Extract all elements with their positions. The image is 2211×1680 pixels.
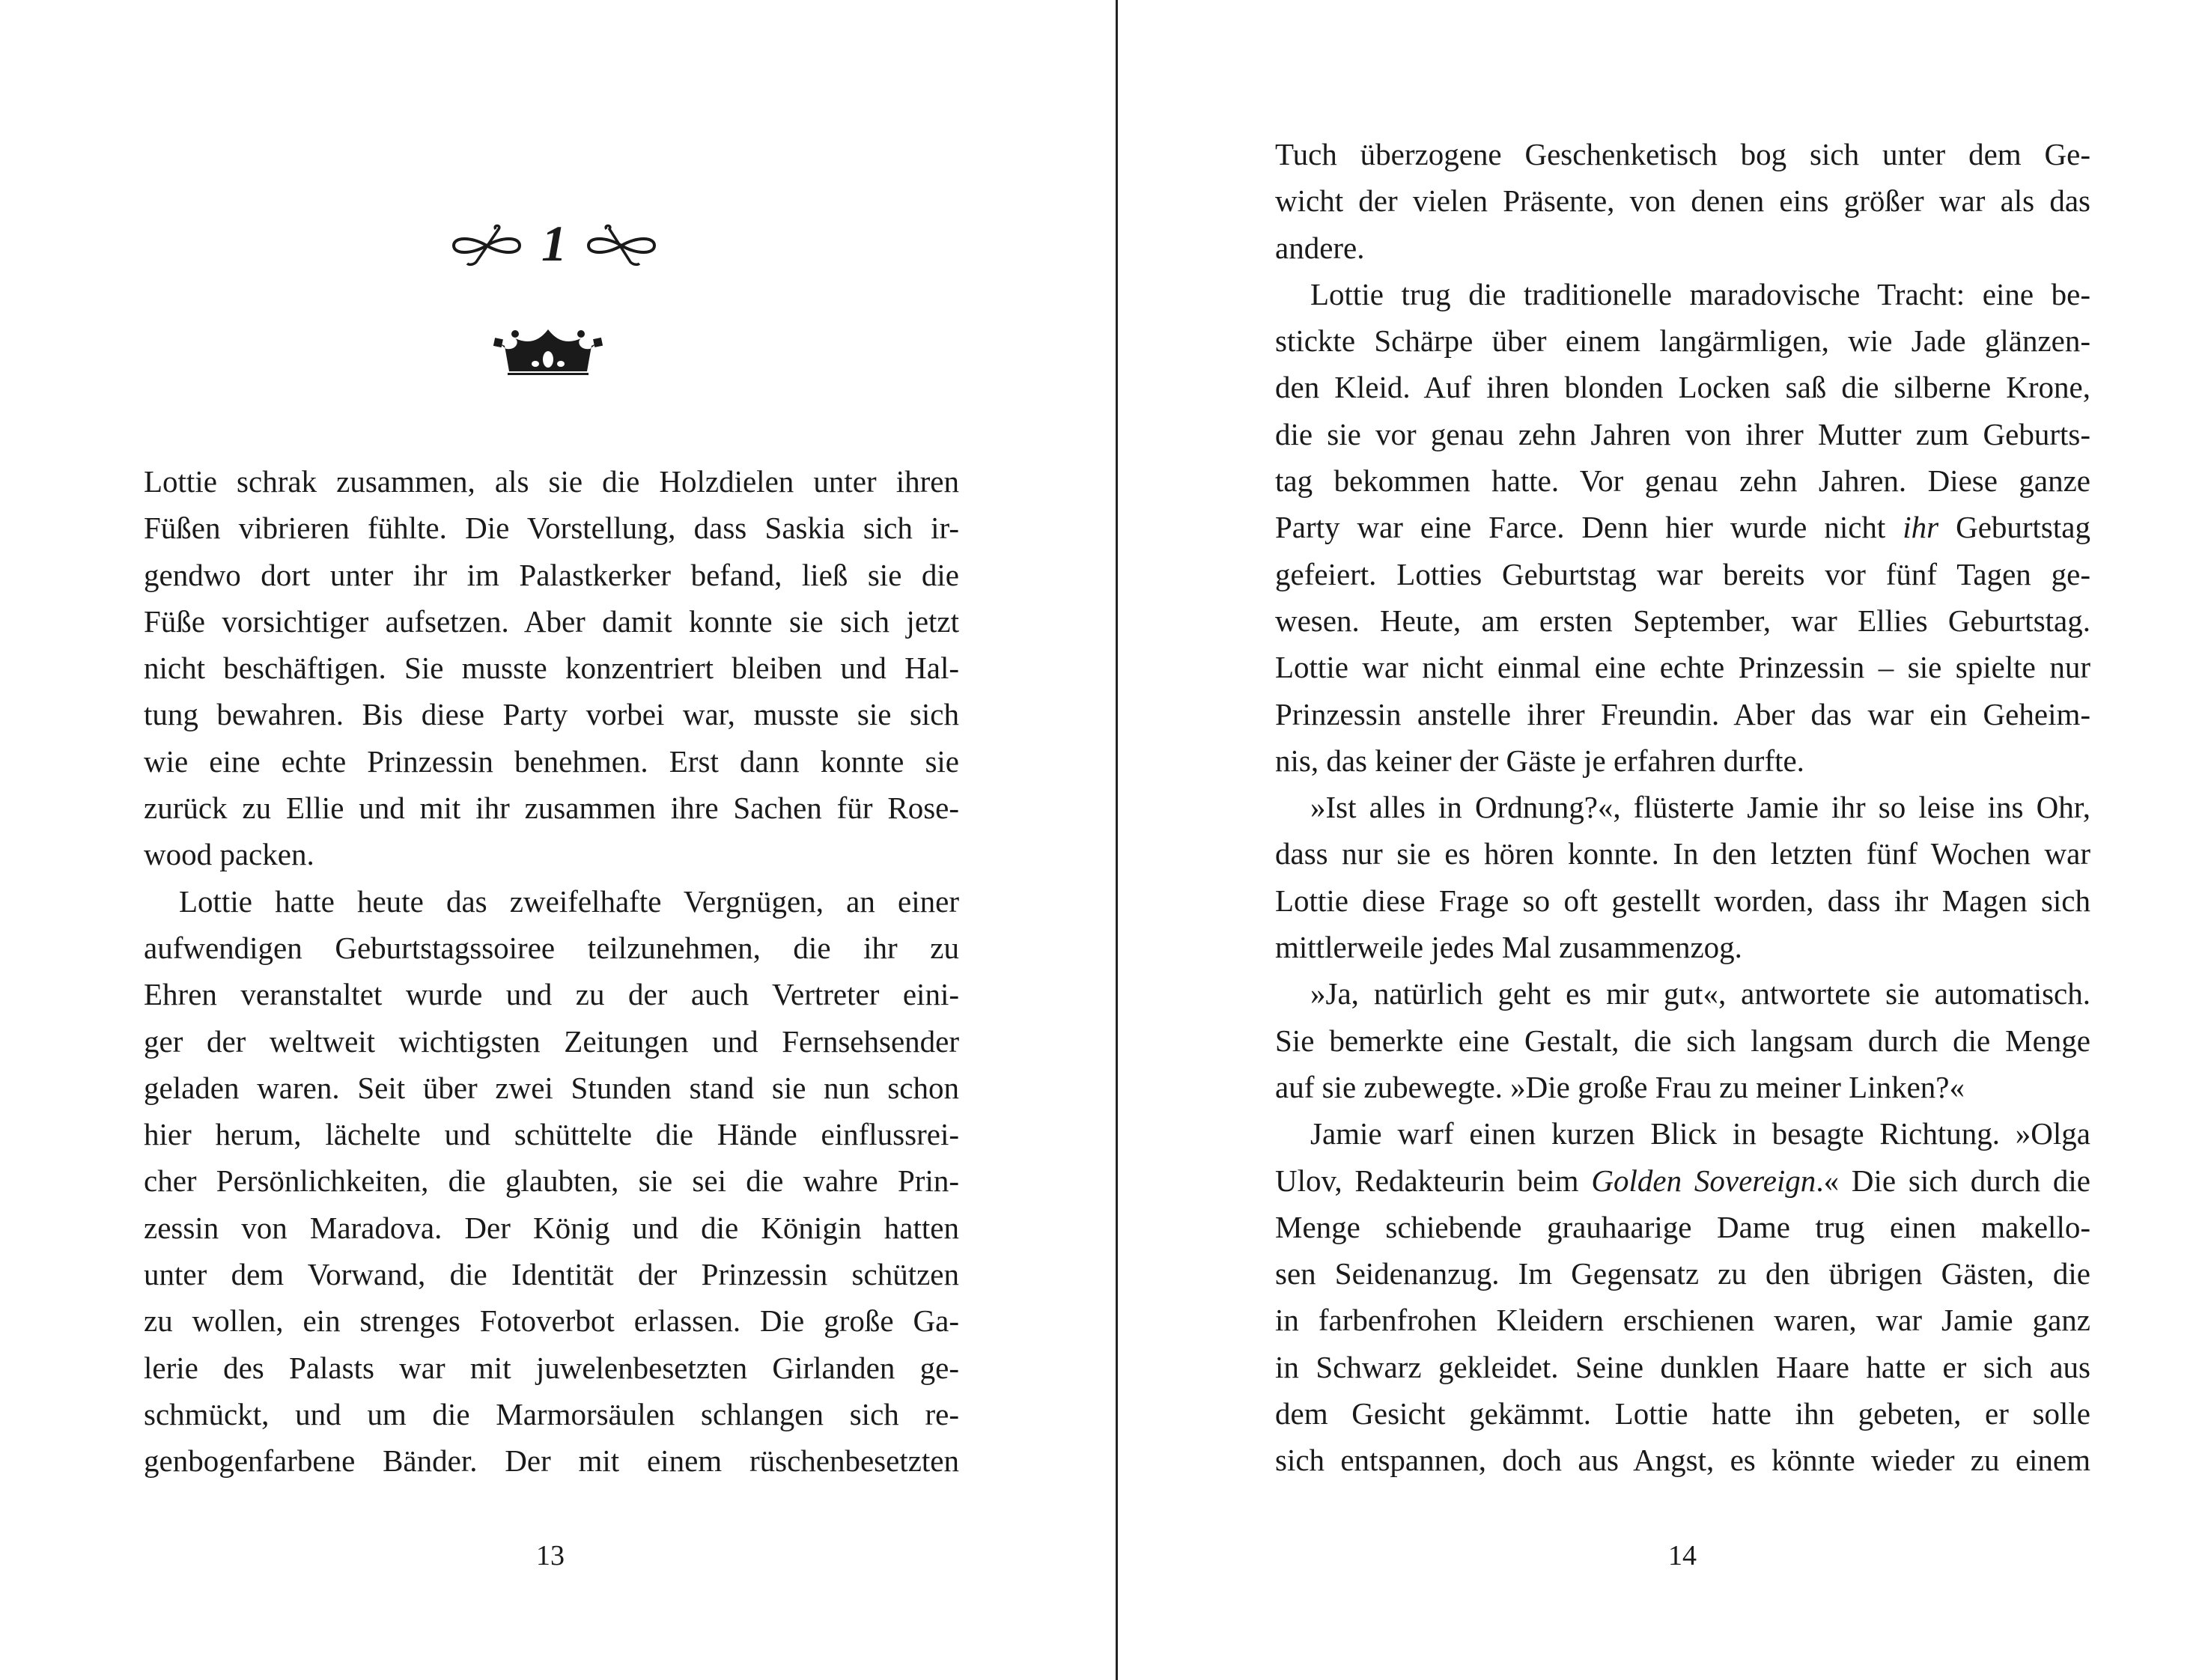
text-line: unter dem Vorwand, die Identität der Prinzessin schützen xyxy=(144,1257,959,1292)
text-line: Tuch überzogene Geschenketisch bog sich unter dem Ge- xyxy=(1275,137,2090,171)
body-text xyxy=(1275,131,2090,1484)
text-line: auf sie zubewegte. »Die große Frau zu meiner Linken?« xyxy=(1275,1069,1965,1104)
text-line: Füße vorsichtiger aufsetzen. Aber damit konnte sie sich jetzt xyxy=(144,603,959,639)
right-page xyxy=(1119,0,2211,1680)
text-line: ger der weltweit wichtigsten Zeitungen und Fernsehsender xyxy=(144,1023,959,1059)
text-line: Lottie schrak zusammen, als sie die Holzdielen unter ihren xyxy=(144,464,959,499)
text-segment: Ulov, Redakteurin beim xyxy=(1275,1163,1592,1198)
text-line: den Kleid. Auf ihren blonden Locken saß die silberne Krone, xyxy=(1275,370,2090,405)
page-number: 13 xyxy=(536,1540,565,1571)
text-line: wesen. Heute, am ersten September, war Ellies Geburtstag. xyxy=(1275,603,2090,638)
text-line: Prinzessin anstelle ihrer Freundin. Aber das war ein Geheim- xyxy=(1275,696,2090,731)
text-line: Lottie diese Frage so oft gestellt worden, dass ihr Magen sich xyxy=(1275,883,2090,918)
text-line: gefeiert. Lotties Geburtstag war bereits vor fünf Tagen ge- xyxy=(1275,556,2090,591)
text-line: wie eine echte Prinzessin benehmen. Erst dann konnte sie xyxy=(144,743,959,779)
text-line: Menge schiebende grauhaarige Dame trug einen makello- xyxy=(1275,1209,2090,1244)
text-line: Sie bemerkte eine Gestalt, die sich langsam durch die Menge xyxy=(1275,1023,2090,1058)
page-divider xyxy=(1116,0,1118,1680)
text-line xyxy=(1275,504,2090,550)
text-line: andere. xyxy=(1275,230,1365,265)
text-line: Füßen vibrieren fühlte. Die Vorstellung, dass Saskia sich ir- xyxy=(144,511,959,546)
text-line: Lottie hatte heute das zweifelhafte Vergnügen, an einer xyxy=(179,883,959,919)
flourish-left-icon xyxy=(449,223,524,270)
text-segment: Party war eine Farce. Denn hier wurde nicht xyxy=(1275,510,1903,545)
text-line: Lottie trug die traditionelle maradovische Tracht: eine be- xyxy=(1310,276,2090,311)
text-segment: Geburtstag xyxy=(1938,510,2090,545)
text-line: dem Gesicht gekämmt. Lottie hatte ihn gebeten, er solle xyxy=(1275,1396,2090,1431)
italic-text: ihr xyxy=(1903,510,1939,545)
text-line: »Ist alles in Ordnung?«, flüsterte Jamie ihr so leise ins Ohr, xyxy=(1310,790,2090,825)
flourish-right-icon xyxy=(584,223,659,270)
text-line: zu wollen, ein strenges Fotoverbot erlassen. Die große Ga- xyxy=(144,1303,959,1339)
text-line: in Schwarz gekleidet. Seine dunklen Haare hatte er sich aus xyxy=(1275,1349,2090,1384)
text-line: cher Persönlichkeiten, die glaubten, sie sei die wahre Prin- xyxy=(144,1163,959,1199)
page-number: 14 xyxy=(1668,1540,1697,1571)
text-line: die sie vor genau zehn Jahren von ihrer Mutter zum Geburts- xyxy=(1275,416,2090,451)
text-line: in farbenfrohen Kleidern erschienen waren, war Jamie ganz xyxy=(1275,1303,2090,1338)
text-line: Lottie war nicht einmal eine echte Prinzessin – sie spielte nur xyxy=(1275,650,2090,685)
chapter-heading xyxy=(442,210,666,284)
text-segment: .« Die sich durch die xyxy=(1816,1163,2090,1198)
text-line: stickte Schärpe über einem langärmligen, wie Jade glänzen- xyxy=(1275,323,2090,359)
text-line: Ehren veranstaltet wurde und zu der auch Vertreter eini- xyxy=(144,977,959,1012)
text-line: aufwendigen Geburtstagssoiree teilzunehmen, die ihr zu xyxy=(144,930,959,965)
text-line xyxy=(1275,1157,2090,1204)
text-line: mittlerweile jedes Mal zusammenzog. xyxy=(1275,930,1742,965)
text-line: hier herum, lächelte und schüttelte die Hände einflussrei- xyxy=(144,1117,959,1152)
chapter-number: 1 xyxy=(541,215,567,272)
text-line: sich entspannen, doch aus Angst, es könnte wieder zu einem xyxy=(1275,1443,2090,1478)
body-text xyxy=(144,458,959,1485)
text-line: tag bekommen hatte. Vor genau zehn Jahren. Diese ganze xyxy=(1275,463,2090,499)
text-line: »Ja, natürlich geht es mir gut«, antwortete sie automatisch. xyxy=(1310,976,2090,1011)
text-line: dass nur sie es hören konnte. In den letzten fünf Wochen war xyxy=(1275,836,2090,871)
text-line: lerie des Palasts war mit juwelenbesetzten Girlanden ge- xyxy=(144,1350,959,1385)
text-line: genbogenfarbene Bänder. Der mit einem rüschenbesetzten xyxy=(144,1443,959,1479)
text-line: schmückt, und um die Marmorsäulen schlangen sich re- xyxy=(144,1396,959,1431)
italic-text: Golden Sovereign xyxy=(1591,1163,1816,1198)
text-line: nis, das keiner der Gäste je erfahren durfte. xyxy=(1275,743,1804,778)
text-line: sen Seidenanzug. Im Gegensatz zu den übrigen Gästen, die xyxy=(1275,1256,2090,1291)
text-line: wicht der vielen Präsente, von denen eins größer war als das xyxy=(1275,183,2090,219)
text-line: zurück zu Ellie und mit ihr zusammen ihre Sachen für Rose- xyxy=(144,791,959,826)
text-line: wood packen. xyxy=(144,837,314,872)
text-line: gendwo dort unter ihr im Palastkerker befand, ließ sie die xyxy=(144,557,959,592)
text-line: Jamie warf einen kurzen Blick in besagte Richtung. »Olga xyxy=(1310,1116,2090,1151)
crown-icon xyxy=(493,308,603,377)
text-line: tung bewahren. Bis diese Party vorbei war, musste sie sich xyxy=(144,697,959,732)
text-line: zessin von Maradova. Der König und die Königin hatten xyxy=(144,1210,959,1245)
text-line: geladen waren. Seit über zwei Stunden stand sie nun schon xyxy=(144,1070,959,1105)
text-line: nicht beschäftigen. Sie musste konzentriert bleiben und Hal- xyxy=(144,651,959,686)
